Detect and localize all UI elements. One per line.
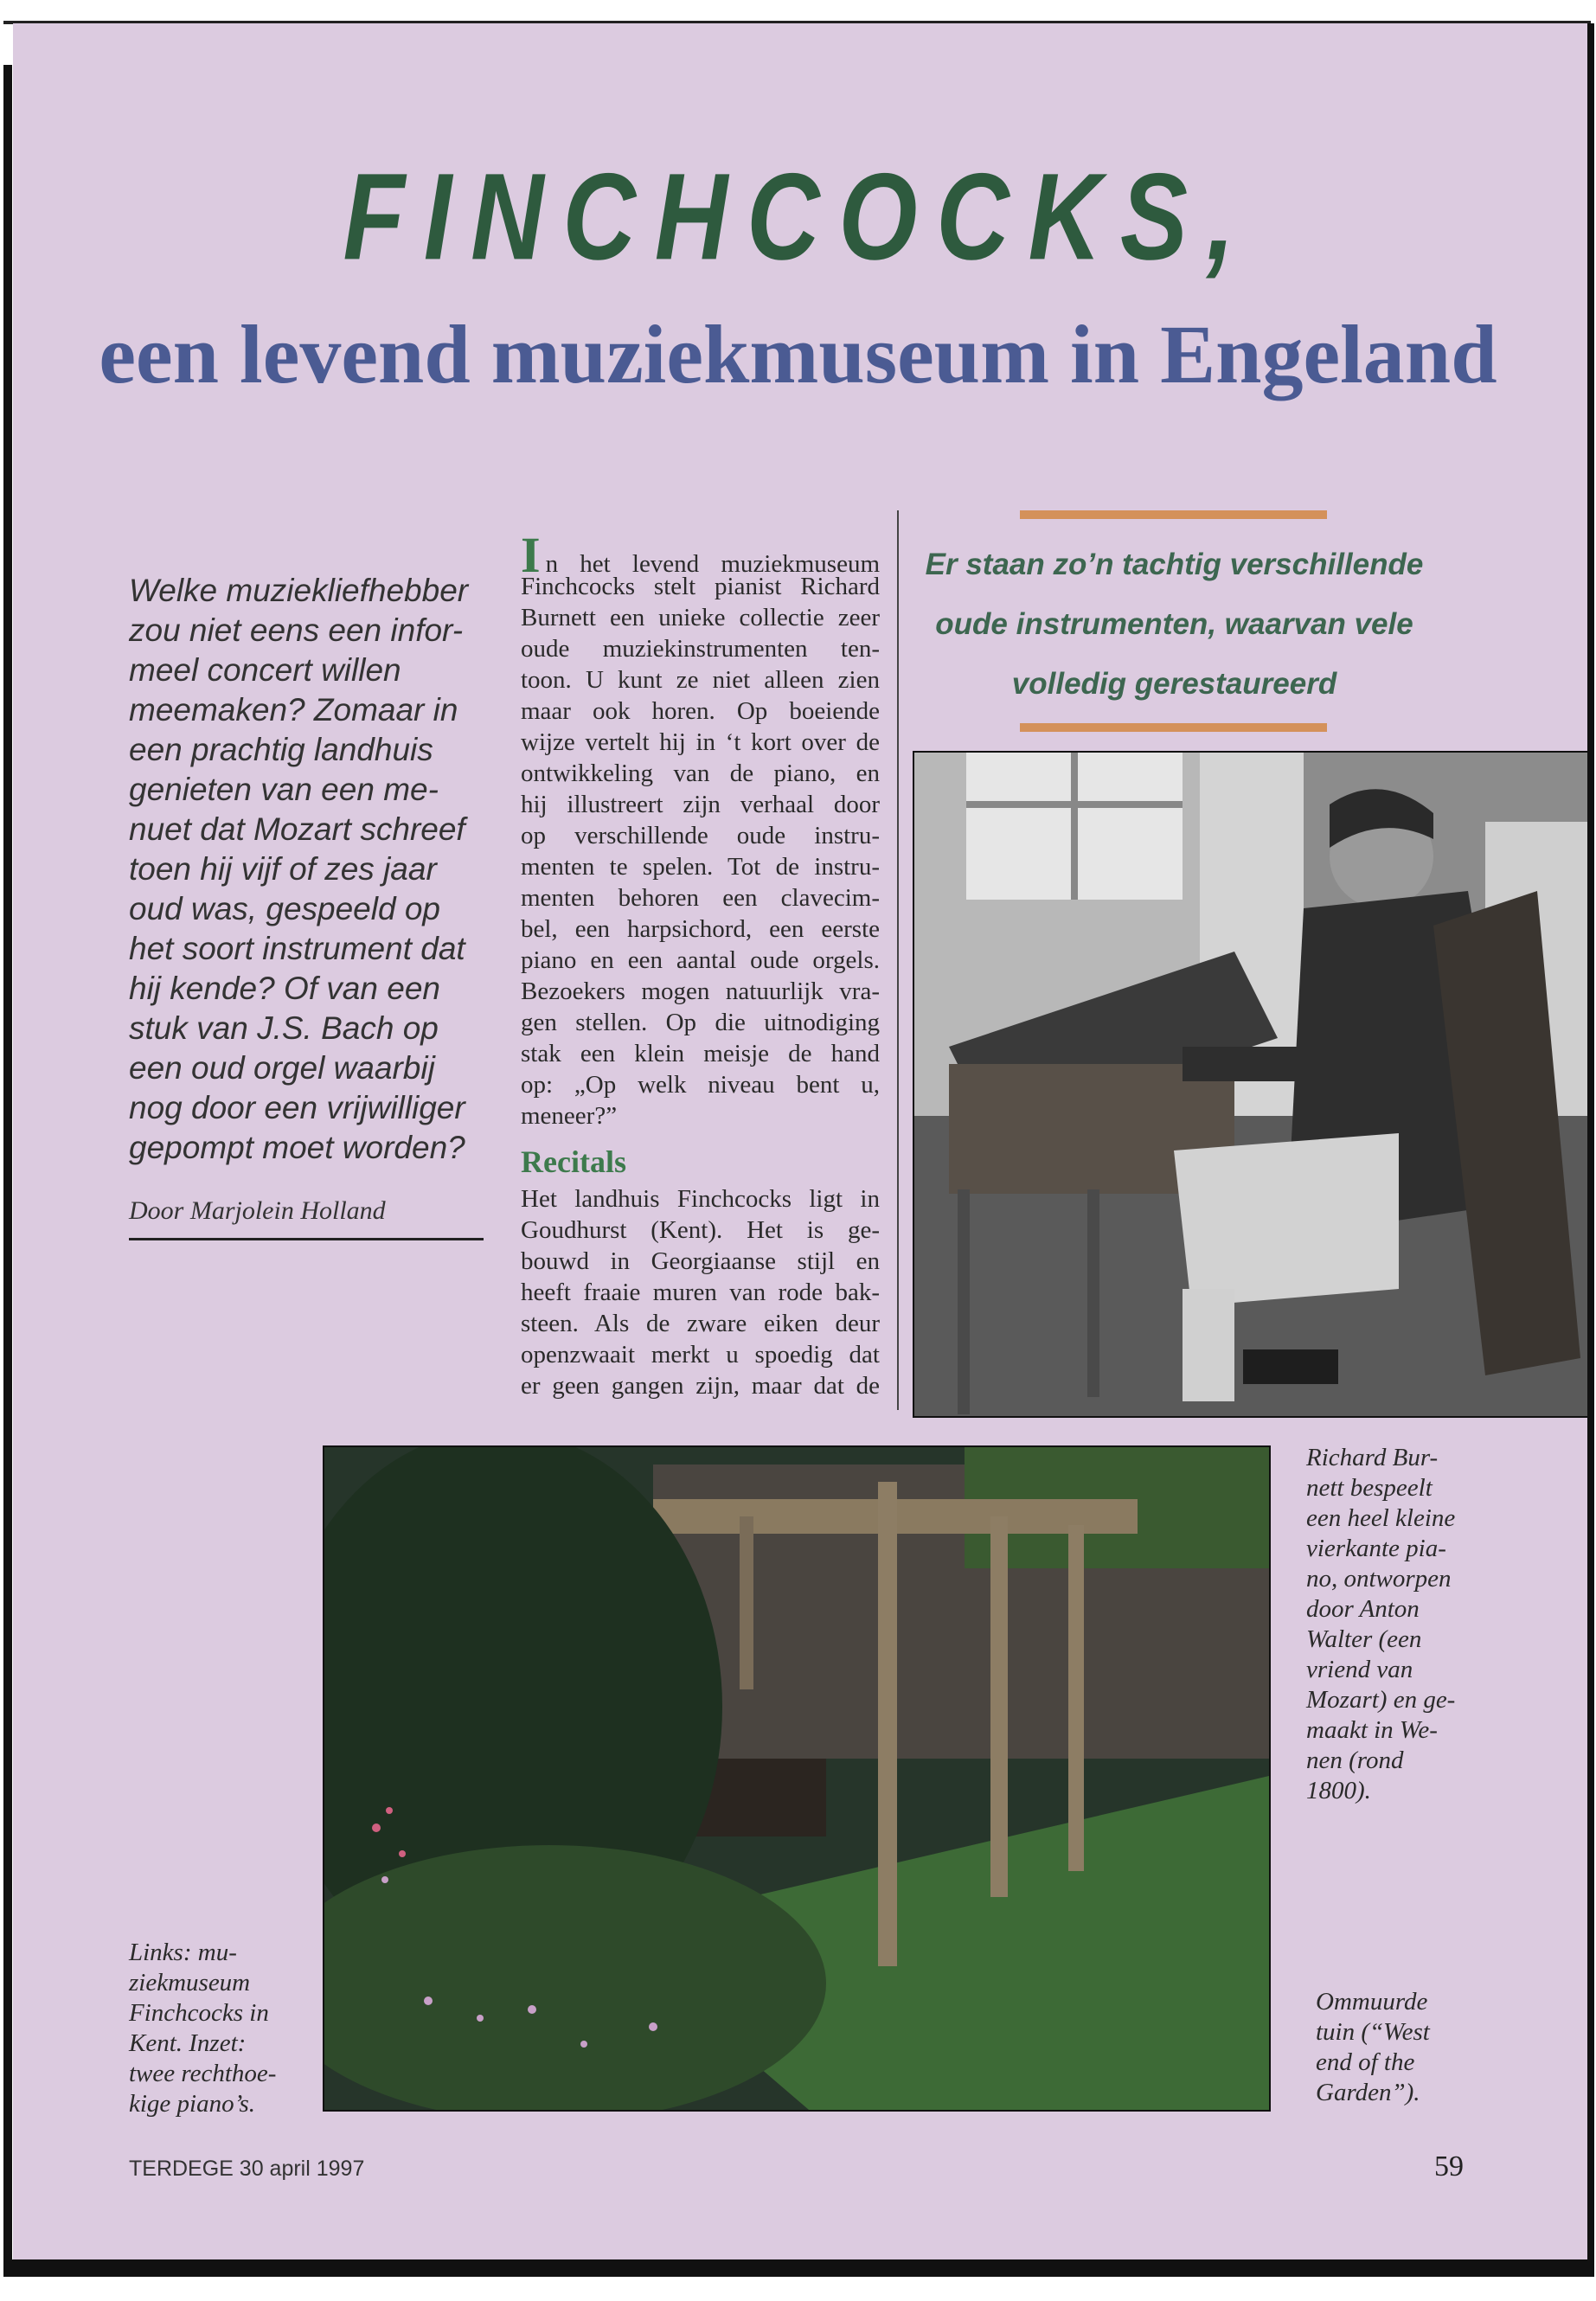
article-title [0,147,1596,285]
intro-line: genieten van een me- [129,772,439,807]
byline: Door Marjolein Holland [129,1196,386,1225]
section-heading-recitals: Recitals [521,1144,626,1179]
pullquote-top-bar [1020,510,1327,519]
intro-line: meel concert willen [129,652,401,688]
caption-line: maakt in We- [1306,1716,1438,1744]
caption-line: Richard Bur- [1306,1444,1439,1471]
caption-line: vierkante pia- [1306,1535,1446,1562]
caption-line: Kent. Inzet: [129,2029,247,2057]
pullquote [904,535,1445,714]
body-line: toon. U kunt ze niet alleen zien [521,666,880,694]
article-subtitle: een levend muziekmuseum in Engeland [99,308,1497,401]
caption-garden-photo [1316,1987,1430,2108]
body-line: openzwaait merkt u spoedig dat [521,1341,880,1368]
body-line-text: n het levend muziekmuseum [545,550,880,578]
body-line: Het landhuis Finchcocks ligt in [521,1185,880,1213]
piano-photo-image [914,753,1587,1416]
caption-line: ziekmuseum [129,1969,251,1997]
caption-line: door Anton [1306,1595,1420,1623]
caption-line: Walter (een [1306,1625,1422,1653]
photo-walled-garden [323,1445,1271,2112]
body-line: Goudhurst (Kent). Het is ge- [521,1216,880,1244]
caption-left [129,1938,276,2119]
caption-line: nett bespeelt [1306,1474,1433,1502]
caption-line: kige piano’s. [129,2090,256,2118]
caption-line: vriend van [1306,1656,1413,1683]
intro-line: oud was, gespeeld op [129,891,440,926]
drop-cap: I [521,527,541,583]
garden-photo-image [324,1447,1269,2110]
intro-line: een prachtig landhuis [129,732,433,767]
body-column [521,527,880,1401]
body-line: stak een klein meisje de hand [521,1040,880,1067]
pullquote-line: volledig gerestaureerd [1011,667,1337,701]
body-line [521,527,880,583]
body-line: menten behoren een clavecim- [521,884,880,912]
body-line: ontwikkeling van de piano, en [521,760,880,787]
body-line: Finchcocks stelt pianist Richard [521,573,880,600]
caption-line: twee rechthoe- [129,2060,277,2087]
page-bottom-edge [3,2259,1594,2277]
body-line: hij illustreert zijn verhaal door [521,791,880,818]
caption-line: Ommuurde [1316,1988,1428,2016]
body-line: meneer?” [521,1102,618,1130]
body-line: maar ook horen. Op boeiende [521,697,880,725]
body-paragraph-2 [521,1183,880,1401]
byline-rule [129,1238,484,1240]
body-paragraph-1 [521,527,880,1131]
page-number: 59 [1434,2150,1464,2182]
caption-line: 1800). [1306,1777,1371,1804]
caption-line: tuin (“West [1316,2018,1430,2046]
body-line: steen. Als de zware eiken deur [521,1310,880,1337]
footer-publication: TERDEGE 30 april 1997 [129,2157,365,2181]
intro-line: toen hij vijf of zes jaar [129,851,437,887]
intro-line: zou niet eens een infor- [129,612,464,648]
pullquote-line: oude instrumenten, waarvan vele [935,607,1413,641]
body-line: bouwd in Georgiaanse stijl en [521,1247,880,1275]
body-line: Bezoekers mogen natuurlijk vra- [521,977,880,1005]
intro-line: gepompt moet worden? [129,1130,465,1165]
article-title-text: FINCHCOCKS, [343,147,1253,285]
body-line: Burnett een unieke collectie zeer [521,604,880,631]
intro-line: een oud orgel waarbij [129,1050,435,1086]
caption-piano-photo [1306,1443,1455,1806]
body-line: gen stellen. Op die uitnodiging [521,1009,880,1036]
body-line: heeft fraaie muren van rode bak- [521,1279,880,1306]
caption-line: nen (rond [1306,1747,1404,1774]
caption-line: no, ontworpen [1306,1565,1452,1593]
body-line: oude muziekinstrumenten ten- [521,635,880,663]
column-divider [897,510,899,1410]
pullquote-bottom-bar [1020,723,1327,732]
intro-line: nuet dat Mozart schreef [129,811,465,847]
intro-line: hij kende? Of van een [129,971,440,1006]
body-line: wijze vertelt hij in ‘t kort over de [521,728,880,756]
caption-line: Garden”). [1316,2079,1420,2106]
intro-line: nog door een vrijwilliger [129,1090,465,1125]
photo-richard-burnett-piano [913,751,1589,1418]
body-line: op verschillende oude instru- [521,822,880,849]
pullquote-line: Er staan zo’n tachtig verschillende [925,548,1424,581]
intro-line: Welke muziekliefhebber [129,573,469,608]
body-line: op: „Op welk niveau bent u, [521,1071,880,1099]
body-line: piano en een aantal oude orgels. [521,946,880,974]
caption-line: Mozart) en ge- [1306,1686,1456,1714]
caption-line: Links: mu- [129,1939,237,1966]
intro-line: het soort instrument dat [129,931,465,966]
intro-line: meemaken? Zomaar in [129,692,458,727]
intro-paragraph [129,571,492,1168]
body-line: er geen gangen zijn, maar dat de [521,1372,880,1400]
intro-line: stuk van J.S. Bach op [129,1010,439,1046]
caption-line: Finchcocks in [129,1999,269,2027]
caption-line: end of the [1316,2048,1415,2076]
body-line: bel, een harpsichord, een eerste [521,915,880,943]
caption-line: een heel kleine [1306,1504,1456,1532]
body-line: menten te spelen. Tot de instru- [521,853,880,881]
